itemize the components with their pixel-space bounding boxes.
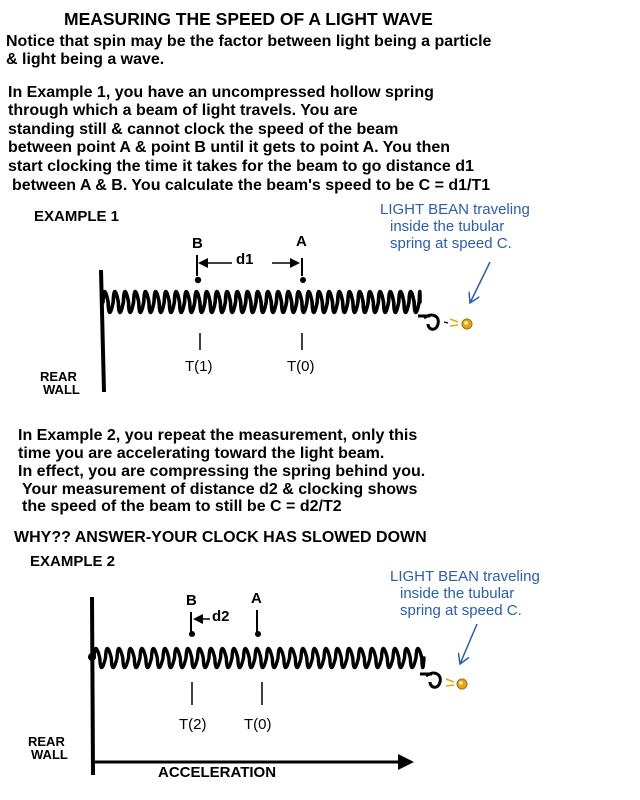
example1-time-a: T(0) (287, 358, 315, 375)
example1-pointer-arrow (470, 262, 490, 303)
example1-light-label-1: LIGHT BEAN traveling (380, 201, 530, 218)
example2-spring (94, 648, 424, 667)
example2-heading: EXAMPLE 2 (30, 553, 116, 570)
example2-line-5: the speed of the beam to still be C = d2/T2 (22, 498, 342, 515)
acceleration-label: ACCELERATION (158, 764, 277, 781)
example2-dot-b (189, 631, 195, 637)
example2-point-b: B (186, 592, 197, 609)
example1-line-1: In Example 1, you have an uncompressed hollow spring (8, 84, 434, 101)
example1-light-source-icon (444, 319, 472, 329)
example2-wall-label: REAR WALL (28, 734, 68, 762)
example2-time-b: T(2) (179, 716, 207, 733)
example2-line-2: time you are accelerating toward the light beam. (18, 445, 385, 462)
example2-point-a: A (251, 590, 262, 607)
example1-line-6: between A & B. You calculate the beam's speed to be C = d1/T1 (12, 177, 491, 194)
example1-time-b: T(1) (185, 358, 213, 375)
example1-line-5: start clocking the time it takes for the beam to go distance d1 (8, 158, 474, 175)
example2-pointer-arrow (460, 624, 477, 664)
example2-light-label-1: LIGHT BEAN traveling (390, 568, 540, 585)
example2-line-1: In Example 2, you repeat the measurement, only this (18, 427, 418, 444)
example2-distance-label: d2 (212, 608, 230, 625)
example1-dot-b (195, 277, 201, 283)
example1-rear-wall (101, 270, 104, 392)
example1-heading: EXAMPLE 1 (34, 208, 120, 225)
example1-light-label-2: inside the tubular (390, 218, 505, 235)
example1-spring (103, 292, 420, 313)
example1-line-2: through which a beam of light travels. You are (8, 102, 358, 119)
example2-rear-wall (92, 597, 93, 775)
question-answer: WHY?? ANSWER-YOUR CLOCK HAS SLOWED DOWN (14, 529, 427, 546)
example2-time-a: T(0) (244, 716, 272, 733)
example1-point-a: A (296, 233, 307, 250)
example2-light-label-3: spring at speed C. (400, 602, 522, 619)
intro-line-1: Notice that spin may be the factor between light being a particle (6, 33, 492, 50)
acceleration-arrowhead (398, 754, 414, 770)
example2-light-source-icon (446, 679, 467, 689)
example2-light-label-2: inside the tubular (400, 585, 515, 602)
example2-line-3: In effect, you are compressing the spring behind you. (18, 463, 426, 480)
example1-light-label-3: spring at speed C. (390, 235, 512, 252)
intro-line-2: & light being a wave. (6, 51, 165, 68)
example2-line-4: Your measurement of distance d2 & clocking shows (22, 481, 418, 498)
example1-line-3: standing still & cannot clock the speed of the beam (8, 121, 399, 138)
example1-dot-a (300, 277, 306, 283)
example2-dot-a (255, 631, 261, 637)
example1-distance-label: d1 (236, 251, 254, 268)
example1-line-4: between point A & point B until it gets to point A. You then (8, 139, 451, 156)
example1-point-b: B (192, 235, 203, 252)
page-title: MEASURING THE SPEED OF A LIGHT WAVE (64, 9, 433, 29)
example1-wall-label: REAR WALL (40, 369, 80, 397)
